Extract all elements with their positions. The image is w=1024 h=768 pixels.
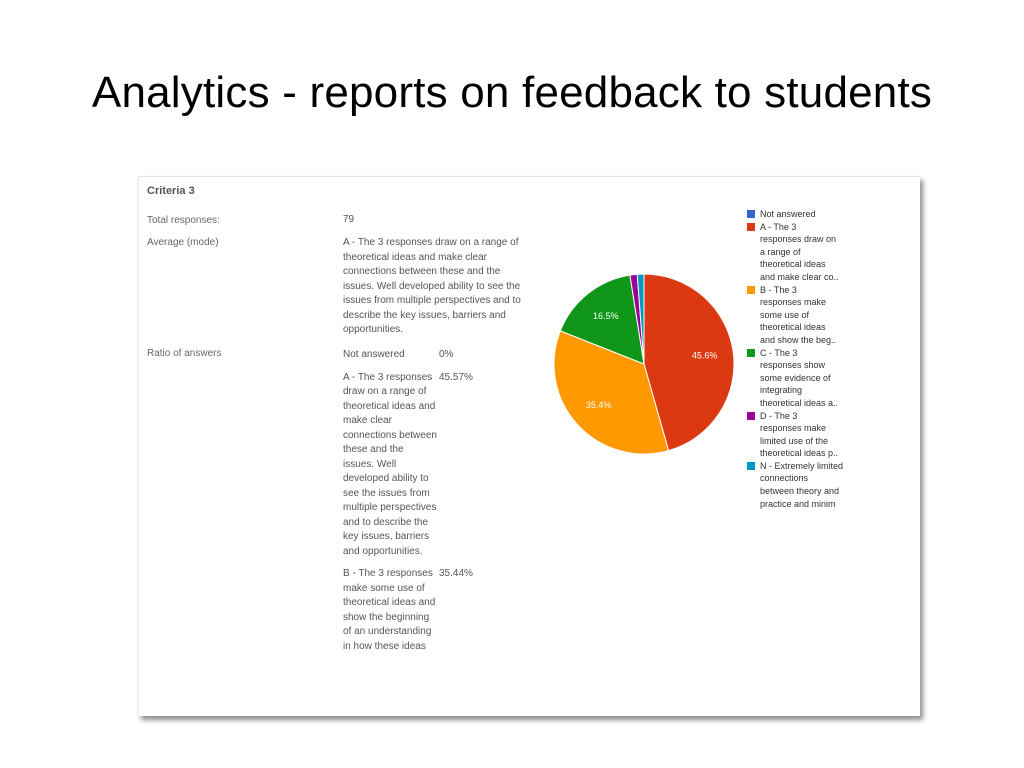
ratio-answer-percent: 0% [439,349,454,360]
legend-label: Not answered [760,209,816,219]
legend-item[interactable] [747,221,847,284]
ratio-row [343,371,503,560]
legend-label: A - The 3 responses draw on a range of theoretical ideas and make clear co.. [760,221,839,282]
criteria-heading: Criteria 3 [147,185,195,197]
legend-item[interactable] [747,460,847,510]
total-responses-value: 79 [343,214,355,225]
ratio-answer-label: Not answered [343,349,405,360]
ratio-answer-percent: 45.57% [439,371,473,383]
ratio-row [343,348,503,363]
legend-swatch [747,223,755,231]
pie-slice-label: 35.4% [585,400,612,411]
ratio-row [343,567,503,654]
average-mode-value: A - The 3 responses draw on a range of theoretical ideas and make clear connections between these and the issues. Well developed ability to see the issues from multiple perspectives and to describe the key issues, barriers and opportunities. [343,237,521,335]
pie-slice-label: 16.5% [592,311,619,322]
report-panel [138,176,920,716]
legend-swatch [747,210,755,218]
pie-slice-label: 45.6% [691,350,718,361]
legend-item[interactable] [747,284,847,347]
total-responses-label: Total responses: [147,215,220,226]
legend-label: B - The 3 responses make some use of theoretical ideas and show the beg.. [760,284,837,345]
ratio-answer-label: B - The 3 responses make some use of theoretical ideas and show the beginning of an understanding in how these ideas [343,568,436,652]
legend-swatch [747,412,755,420]
legend-item[interactable] [747,347,847,410]
average-mode-label: Average (mode) [147,237,219,248]
ratio-answer-label: A - The 3 responses draw on a range of theoretical ideas and make clear connections between these and the issues. Well developed ability to see the issues from multiple perspectives and to describe the key issues, barriers and opportunities. [343,371,437,557]
ratio-of-answers-label: Ratio of answers [147,348,222,359]
ratio-answer-percent: 35.44% [439,568,473,579]
legend-item[interactable] [747,410,847,460]
pie-chart [549,267,739,457]
legend-label: D - The 3 responses make limited use of the theoretical ideas p.. [760,410,839,459]
legend-swatch [747,349,755,357]
ratio-list [343,348,503,662]
legend-label: C - The 3 responses show some evidence of integrating theoretical ideas a.. [760,347,839,408]
legend-swatch [747,286,755,294]
chart-legend [747,208,847,510]
slide-title: Analytics - reports on feedback to students [91,68,933,117]
legend-swatch [747,462,755,470]
legend-label: N - Extremely limited connections between theory and practice and minim [760,460,844,509]
legend-item[interactable] [747,208,847,221]
